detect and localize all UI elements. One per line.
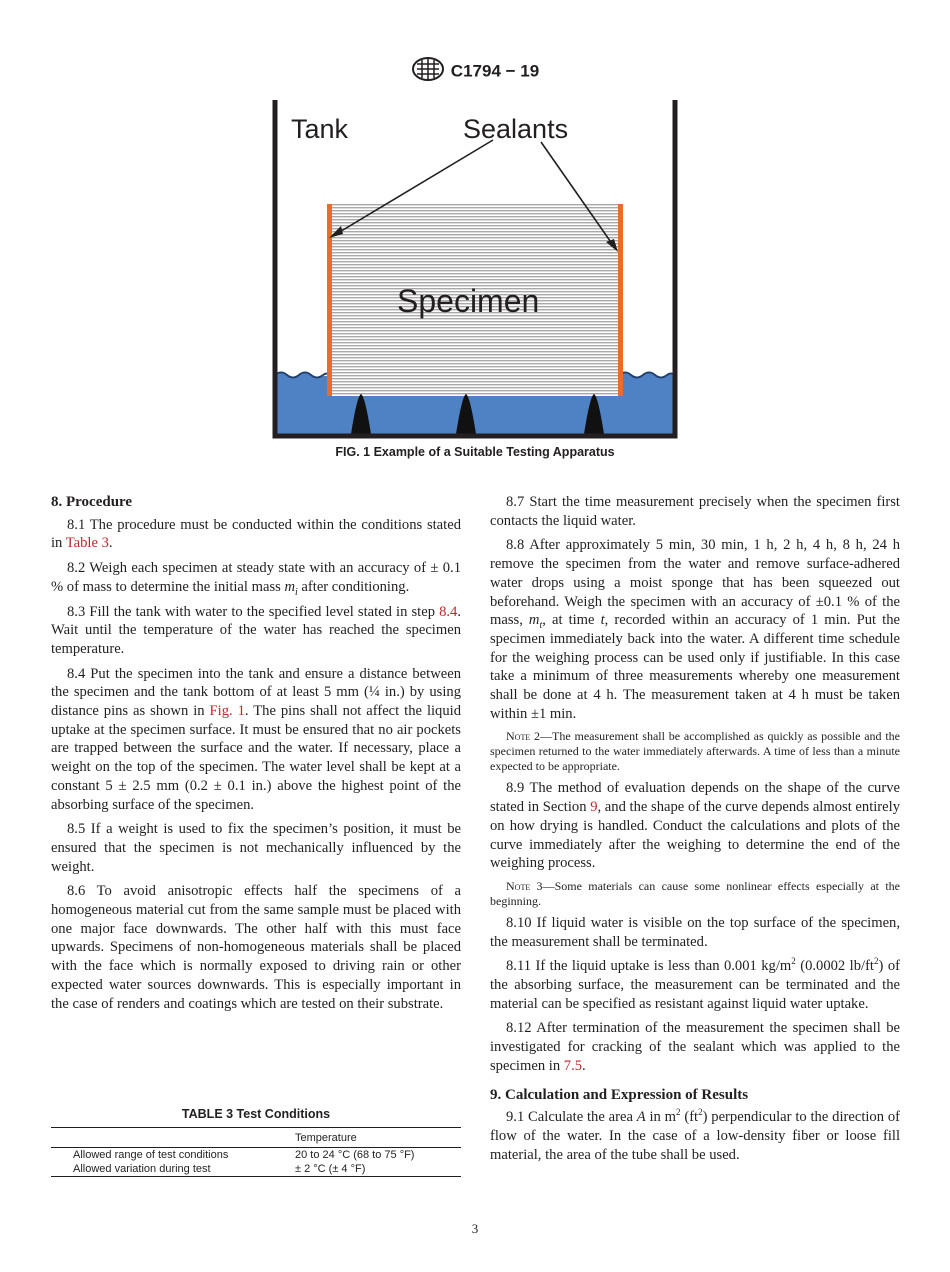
table-row: [51, 1162, 461, 1177]
water-surface-right: [619, 374, 675, 397]
paragraph-8-7: 8.7 Start the time measurement precisely when the specimen first contacts the liquid water.: [490, 494, 900, 529]
specimen-label: Specimen: [397, 283, 540, 319]
link-fig-1[interactable]: Fig. 1: [209, 703, 245, 720]
link-table-3[interactable]: Table 3: [65, 535, 109, 552]
sealants-label: Sealants: [463, 114, 569, 144]
paragraph-8-6: 8.6 To avoid anisotropic effects half the specimens of a homogeneous material cut from the same sample must be placed with one major face downwards. The other half with this must face upwards. Specimens of non-homogeneous materials shall be placed with the face which is normally exposed to driving rain or other expected water sources downwards. This is especially important in the case of renders and coatings which are tested on their substrate.: [51, 883, 461, 1012]
page-number: 3: [471, 1221, 479, 1236]
row-value: ± 2 °C (± 4 °F): [295, 1163, 366, 1175]
paragraph-8-5: 8.5 If a weight is used to fix the specimen’s position, it must be ensured that the specimen is not mechanically influenced by the weight.: [51, 821, 461, 875]
table-3: [51, 1107, 461, 1177]
link-8-4[interactable]: 8.4: [439, 603, 458, 620]
standard-designation: C1794 − 19: [450, 61, 540, 81]
right-column: [490, 493, 900, 1170]
table-title: TABLE 3 Test Conditions: [181, 1107, 331, 1121]
sealant-right: [618, 204, 623, 396]
paragraph-8-3: 8.3 Fill the tank with water to the specified level stated in step 8.4. Wait until the temperature of the water has reached the specimen temperature.: [51, 603, 461, 657]
page-header: [0, 56, 950, 87]
column-header-temperature: Temperature: [295, 1132, 357, 1144]
link-section-9[interactable]: 9: [590, 799, 598, 816]
paragraph-8-10: 8.10 If liquid water is visible on the top surface of the specimen, the measurement shall be terminated.: [490, 914, 900, 950]
testing-apparatus-figure: [271, 96, 681, 441]
paragraph-8-12: 8.12 After termination of the measurement the specimen shall be investigated for cracking of the sealant which was applied to the specimen in 7.5.: [490, 1020, 900, 1074]
sealant-left: [327, 204, 332, 396]
link-7-5[interactable]: 7.5: [563, 1057, 583, 1074]
row-value: 20 to 24 °C (68 to 75 °F): [295, 1149, 415, 1161]
section-heading-calculation: 9. Calculation and Expression of Results: [490, 1086, 749, 1103]
tank-label: Tank: [291, 114, 349, 144]
note-3: Note 3—Some materials can cause some nonlinear effects especially at the beginning.: [490, 878, 900, 908]
paragraph-8-11: 8.11 If the liquid uptake is less than 0.001 $kg/m^2$ (0.0002 $lb/ft^2$) of the absorbing surface, the measurement can be terminated and the material can be specified as resistant against liquid water uptake.: [490, 956, 900, 1012]
left-column: [51, 493, 461, 1019]
paragraph-9-1: 9.1 Calculate the area A in $m^2$ $(ft^2)$ perpendicular to the direction of flow of the water. In the case of a low-density fiber or loose fill material, the area of the tube shall be used.: [490, 1107, 900, 1163]
paragraph-8-9: 8.9 The method of evaluation depends on the shape of the curve stated in Section 9, and the shape of the curve depends almost entirely on how drying is handled. Conduct the calculations and plots of the curve immediately after the weighing to determine the end of the weighing process.: [490, 780, 900, 872]
paragraph-8-1: 8.1 The procedure must be conducted within the conditions stated in Table 3.: [51, 516, 461, 552]
row-label: Allowed variation during test: [73, 1163, 211, 1175]
table-header-row: [51, 1128, 461, 1148]
paragraph-8-2: 8.2 Weigh each specimen at steady state with an accuracy of ± 0.1 % of mass to determine the initial mass $m_i$ after conditioning.: [51, 560, 461, 598]
note-2: Note 2—The measurement shall be accomplished as quickly as possible and the specimen returned to the water immediately afterwards. A time of less than a minute expected to be appropriate.: [490, 729, 901, 774]
figure-caption: FIG. 1 Example of a Suitable Testing Apparatus: [335, 445, 615, 459]
astm-logo-icon: [411, 56, 445, 87]
table-row: [51, 1148, 461, 1163]
test-conditions-table: [51, 1127, 461, 1177]
apparatus-diagram: [271, 96, 681, 441]
row-label: Allowed range of test conditions: [73, 1149, 229, 1161]
paragraph-8-4: 8.4 Put the specimen into the tank and ensure a distance between the specimen and the tank bottom of at least 5 mm (¼ in.) by using distance pins as shown in Fig. 1. The pins shall not affect the liquid uptake at the specimen surface. It must be ensured that no air pockets are trapped between the surface and the water. If necessary, place a weight on the top of the specimen. The water level shall be kept at a constant 5 ± 2.5 mm (0.2 ± 0.1 in.) above the highest point of the absorbing surface of the specimen.: [51, 665, 462, 813]
paragraph-8-8: 8.8 After approximately 5 min, 30 min, 1 h, 2 h, 4 h, 8 h, 24 h remove the specimen from the water and remove surface-adhered water drops using a moist sponge that has been squeezed out beforehand. Weigh the specimen with an accuracy of ±0.1 % of the mass, $m_t$, at time t, recorded within an accuracy of 1 min. Put the specimen immediately back into the water. A different time schedule for the weighing process can be used only if justifiable. In this case take a minimum of three measurements whereby one measurement shall be done at 4 h. The measurement taken at 4 h must be taken within ±1 min.: [490, 537, 901, 722]
section-heading-procedure: 8. Procedure: [51, 494, 133, 510]
